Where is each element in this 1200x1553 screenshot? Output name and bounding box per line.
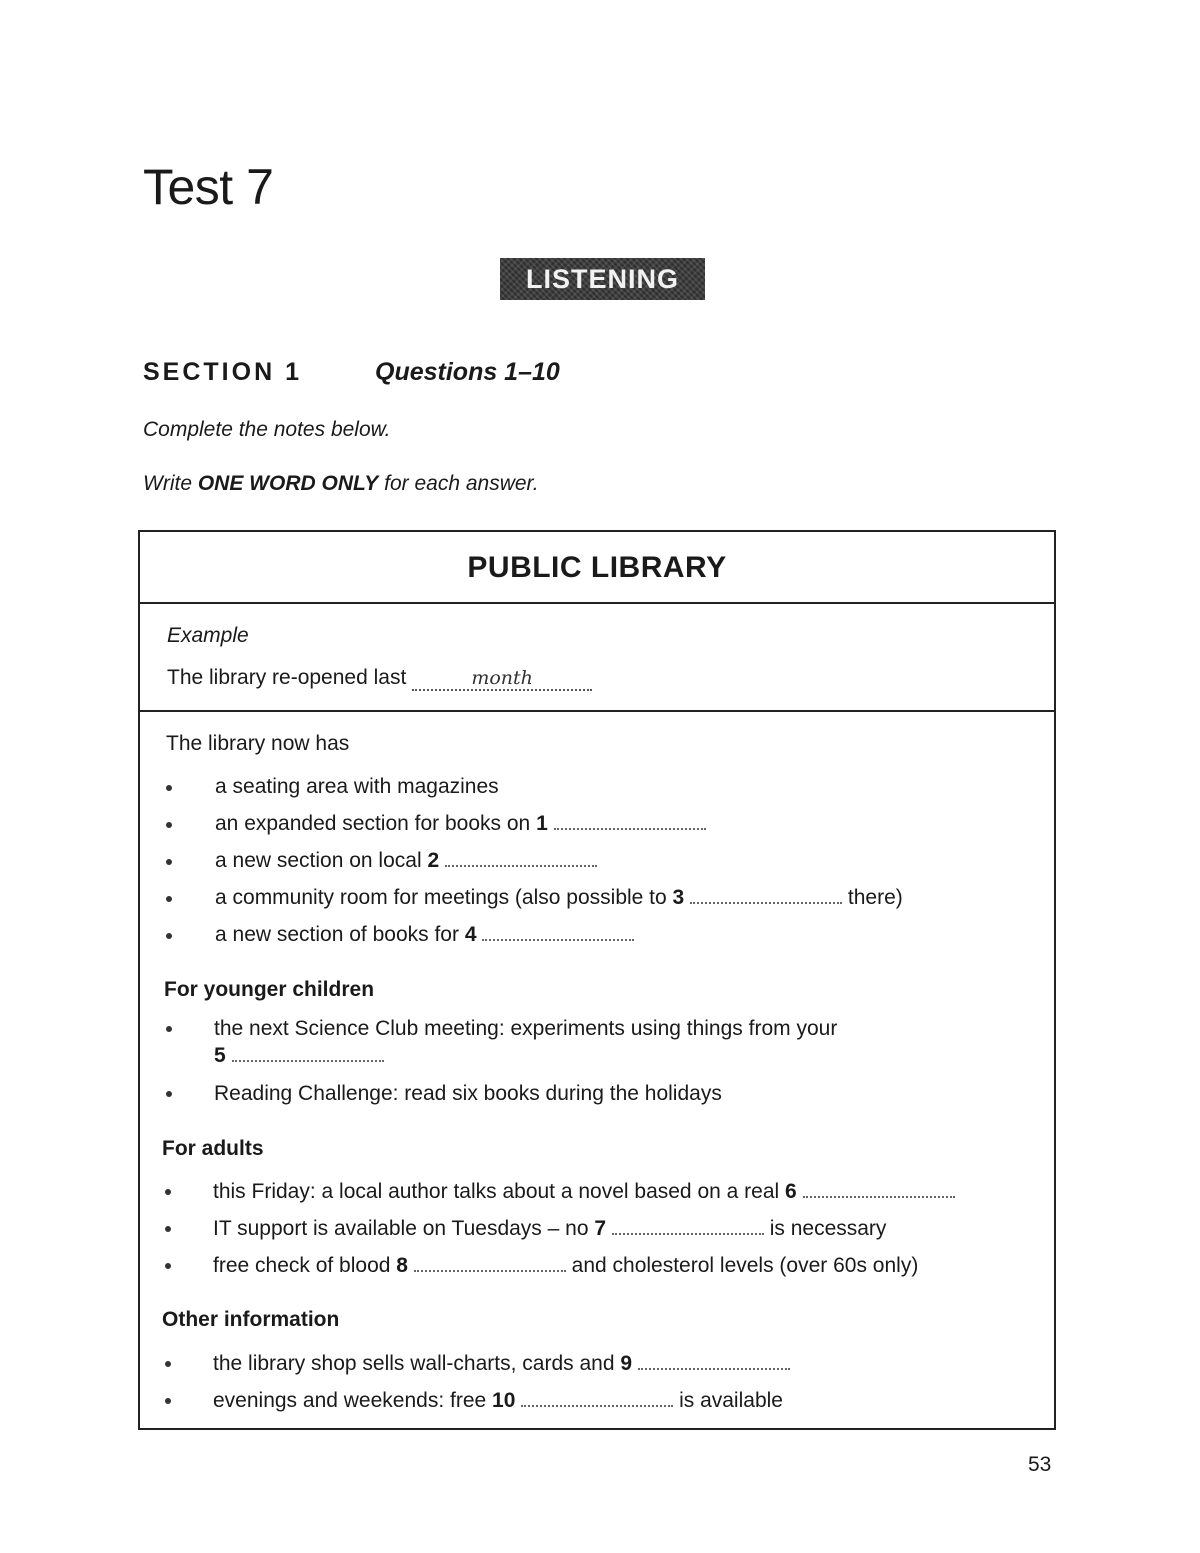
- instruction-complete-notes: Complete the notes below.: [143, 418, 391, 441]
- answer-blank-10[interactable]: [521, 1389, 673, 1407]
- question-number: 4: [464, 923, 477, 946]
- questions-range: Questions 1–10: [375, 358, 560, 386]
- library-item: a seating area with magazines: [215, 775, 499, 798]
- adults-item: free check of blood 8 and cholesterol levels (over 60s only): [213, 1254, 919, 1277]
- bullet-icon: [166, 896, 172, 902]
- library-item: a new section of books for 4: [215, 923, 634, 947]
- bullet-icon: [166, 785, 172, 791]
- page-number: 53: [1028, 1453, 1052, 1476]
- section-heading: SECTION 1: [143, 358, 302, 386]
- question-number: 1: [536, 812, 548, 835]
- bullet-icon: [166, 859, 172, 865]
- children-item: Reading Challenge: read six books during the holidays: [214, 1082, 722, 1105]
- example-answer: month: [412, 667, 592, 691]
- question-number: 9: [620, 1352, 633, 1375]
- answer-blank-4[interactable]: [482, 923, 634, 941]
- library-heading: The library now has: [166, 732, 350, 755]
- example-sentence: The library re-opened last month: [167, 666, 592, 691]
- bullet-icon: [165, 1263, 171, 1269]
- other-item: evenings and weekends: free 10 is available: [213, 1389, 783, 1412]
- answer-blank-8[interactable]: [414, 1254, 566, 1272]
- children-item: the next Science Club meeting: experiments using things from your: [214, 1017, 838, 1040]
- bullet-icon: [165, 1361, 171, 1367]
- bullet-icon: [166, 822, 172, 828]
- question-number: 5: [214, 1044, 226, 1067]
- example-label: Example: [167, 624, 249, 647]
- question-number: 3: [672, 886, 685, 909]
- answer-blank-7[interactable]: [612, 1217, 764, 1235]
- question-number: 8: [396, 1254, 408, 1277]
- adults-item: this Friday: a local author talks about a novel based on a real 6: [213, 1180, 955, 1204]
- answer-blank-5[interactable]: [232, 1044, 384, 1062]
- example-block: [140, 604, 1054, 712]
- bullet-icon: [166, 933, 172, 939]
- other-heading: Other information: [162, 1308, 340, 1331]
- answer-blank-3[interactable]: [690, 886, 842, 904]
- other-item: the library shop sells wall-charts, cards and 9: [213, 1352, 790, 1376]
- bullet-icon: [165, 1189, 171, 1195]
- adults-item: IT support is available on Tuesdays – no 7 is necessary: [213, 1217, 887, 1240]
- question-number: 10: [492, 1389, 516, 1412]
- answer-blank-9[interactable]: [638, 1352, 790, 1370]
- notes-title: PUBLIC LIBRARY: [140, 532, 1054, 604]
- answer-blank-1[interactable]: [554, 812, 706, 830]
- bullet-icon: [165, 1398, 171, 1404]
- adults-heading: For adults: [162, 1137, 264, 1160]
- children-item-continuation: [214, 1044, 384, 1068]
- bullet-icon: [166, 1091, 172, 1097]
- test-title: Test 7: [143, 159, 274, 215]
- library-item: a community room for meetings (also possible to 3 there): [215, 886, 903, 909]
- library-item: an expanded section for books on 1: [215, 812, 706, 836]
- question-number: 6: [785, 1180, 797, 1203]
- question-number: 2: [427, 849, 440, 872]
- notes-box: [138, 530, 1056, 1430]
- answer-blank-2[interactable]: [445, 849, 597, 867]
- library-item: a new section on local 2: [215, 849, 597, 873]
- question-number: 7: [594, 1217, 607, 1240]
- answer-blank-6[interactable]: [803, 1180, 955, 1198]
- instruction-word-limit: Write ONE WORD ONLY for each answer.: [143, 472, 539, 495]
- bullet-icon: [165, 1226, 171, 1232]
- bullet-icon: [166, 1026, 172, 1032]
- children-heading: For younger children: [164, 978, 375, 1001]
- listening-banner: LISTENING: [500, 258, 705, 300]
